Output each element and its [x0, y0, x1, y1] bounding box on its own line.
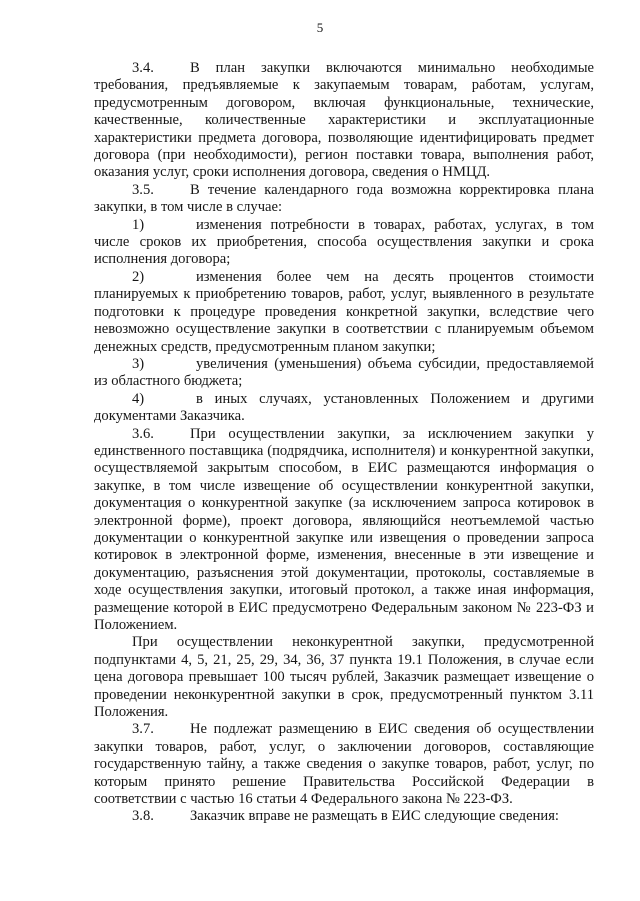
paragraph-text: Не подлежат размещению в ЕИС сведения об осуществлении закупки товаров, работ, услуг, о заключении договоров, составляющие государственную тайну, а также сведения о закупке товаров, работ, услуг, по которым принято решение Правительства Российской Федерации в соответствии с частью 16 статьи 4 Федерального закона № 223-ФЗ.	[94, 721, 594, 808]
paragraph-3-5	[94, 182, 594, 217]
paragraph-3-6	[94, 426, 594, 635]
paragraph-number: 3.5.	[132, 181, 154, 198]
paragraph-text: Заказчик вправе не размещать в ЕИС следующие сведения:	[190, 808, 559, 825]
list-item-number: 2)	[132, 268, 145, 285]
paragraph-3-8	[94, 808, 594, 825]
paragraph-number: 3.7.	[132, 721, 154, 738]
paragraph-text: В течение календарного года возможна корректировка плана закупки, в том числе в случае:	[94, 181, 594, 216]
list-item-2	[94, 269, 594, 356]
list-item-number: 1)	[132, 216, 145, 233]
list-item-number: 4)	[132, 390, 145, 407]
paragraph-number: 3.8.	[132, 808, 154, 825]
paragraph-3-6-continued	[94, 634, 594, 721]
list-item-1	[94, 217, 594, 269]
list-item-text: в иных случаях, установленных Положением и другими документами Заказчика.	[94, 390, 594, 425]
list-item-text: увеличения (уменьшения) объема субсидии, предоставляемой из областного бюджета;	[94, 355, 594, 390]
list-item-text: изменения более чем на десять процентов стоимости планируемых к приобретению товаров, работ, услуг, выявленного в результате подготовки к процедуре проведения конкретной закупки, вследствие чего невозможно осуществление закупки в соответствии с планируемым объемом денежных средств, предусмотренным планом закупки;	[94, 268, 594, 355]
list-item-3	[94, 356, 594, 391]
paragraph-number: 3.6.	[132, 425, 154, 442]
paragraph-number: 3.4.	[132, 60, 154, 76]
document-body	[94, 60, 594, 826]
paragraph-text: При осуществлении закупки, за исключением закупки у единственного поставщика (подрядчика, исполнителя) и конкурентной закупки, осуществляемой закрытым способом, в ЕИС размещаются информация о закупке, в том числе извещение об осуществлении конкурентной закупки, документация о конкурентной закупке (за исключением запроса котировок в электронной форме), проект договора, являющийся неотъемлемой частью документации о конкурентной закупке или извещения о проведении запроса котировок в электронной форме, изменения, внесенные в эти извещение и документацию, разъяснения этой документации, протоколы, составляемые в ходе осуществления закупки, итоговый протокол, а также иная информация, размещение которой в ЕИС предусмотрено Федеральным законом № 223-ФЗ и Положением.	[94, 425, 594, 633]
page-number: 5	[316, 20, 324, 35]
paragraph-text: При осуществлении неконкурентной закупки, предусмотренной подпунктами 4, 5, 21, 25, 29, 34, 36, 37 пункта 19.1 Положения, в случае если цена договора превышает 100 тысяч рублей, Заказчик размещает извещение о проведении неконкурентной закупки в срок, предусмотренный пунктом 3.11 Положения.	[94, 634, 594, 721]
paragraph-3-4	[94, 60, 594, 182]
list-item-text: изменения потребности в товарах, работах, услугах, в том числе сроков их приобретения, способа осуществления закупки и срока исполнения договора;	[94, 216, 594, 268]
paragraph-3-7	[94, 721, 594, 808]
list-item-number: 3)	[132, 355, 145, 372]
list-item-4	[94, 391, 594, 426]
paragraph-text: В план закупки включаются минимально необходимые требования, предъявляемые к закупаемым товарам, работам, услугам, предусмотренным договором, включая функциональные, технические, качественные, количественные характеристики и эксплуатационные характеристики предмета договора, позволяющие идентифицировать предмет договора (при необходимости), регион поставки товара, выполнения работ, оказания услуг, сроки исполнения договора, сведения о НМЦД.	[94, 60, 594, 181]
